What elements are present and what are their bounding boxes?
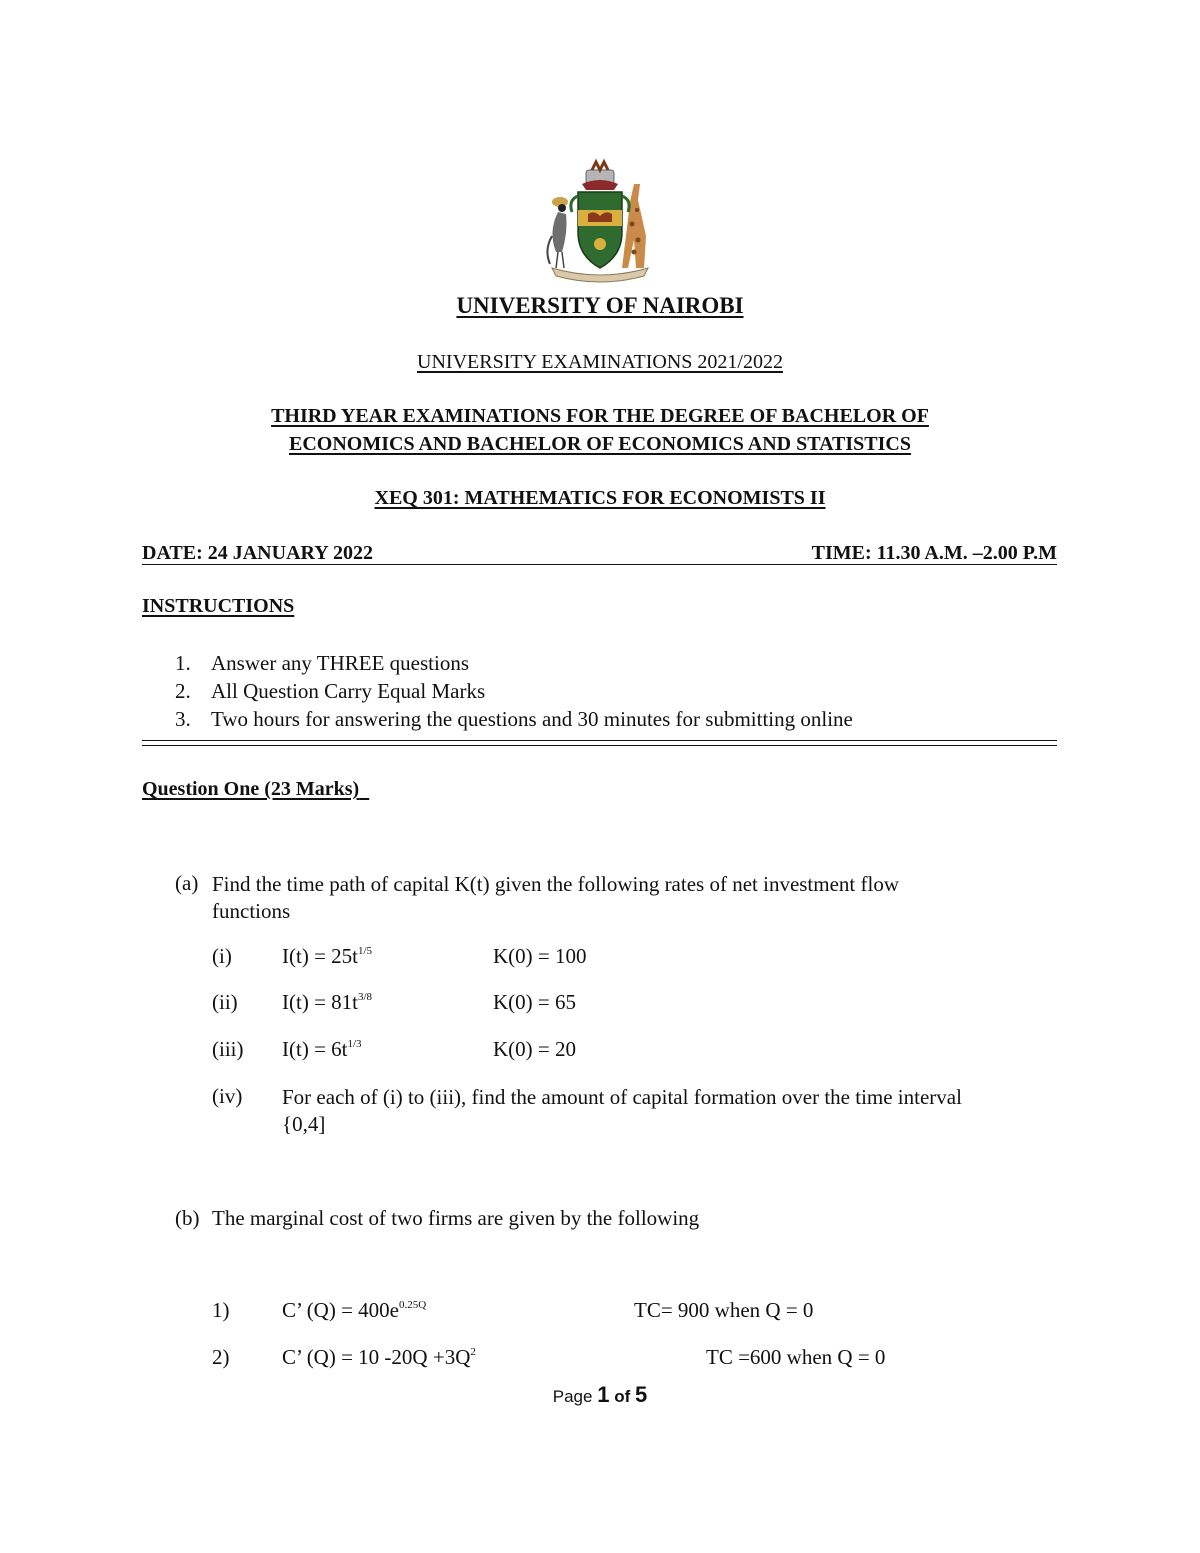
exam-date: DATE: 24 JANUARY 2022 [142, 542, 373, 564]
part-b-item-1-equation: C’ $(Q) = 400e^{0.25Q}$ [282, 1298, 427, 1322]
part-a-item-iii-equation: $I(t) = 6t^{1/3}$ [282, 1037, 362, 1061]
part-a-item-i-num: (i) [212, 944, 232, 968]
university-title: UNIVERSITY OF NAIROBI [456, 293, 744, 318]
part-a-item-iv-num: (iv) [212, 1084, 243, 1108]
divider-bottom [142, 745, 1057, 746]
date-time-row [142, 542, 1057, 565]
part-a-item-iii-condition: K(0) = 20 [493, 1037, 576, 1061]
question-one-title: Question One (23 Marks) [142, 778, 360, 800]
course-title: XEQ 301: MATHEMATICS FOR ECONOMISTS II [374, 487, 826, 509]
part-b-item-2-equation: C’ (Q) = 10 $-20Q +3Q^2$ [282, 1345, 476, 1369]
date-time-underline [142, 564, 1057, 565]
part-a-item-iii-num: (iii) [212, 1037, 244, 1061]
part-a-text: Find the time path of capital K(t) given the following rates of net investment flow functions [212, 872, 900, 923]
part-a-item-i-equation: $I(t) = 25t^{1/5}$ [282, 944, 373, 968]
part-a-item-ii-equation: $I(t) = 81t^{3/8}$ [282, 990, 373, 1014]
part-b-item-1-num: 1) [212, 1298, 230, 1322]
page-word: Page [552, 1387, 593, 1406]
university-crest-logo [538, 140, 662, 288]
list-item: 2. All Question Carry Equal Marks [175, 679, 486, 703]
part-b-text: The marginal cost of two firms are given by the following [212, 1206, 700, 1230]
list-item: 3. Two hours for answering the questions and 30 minutes for submitting online [175, 707, 853, 731]
instructions-list [175, 649, 853, 733]
degree-line-1: THIRD YEAR EXAMINATIONS FOR THE DEGREE OF BACHELOR OF [271, 405, 929, 427]
page-number: 1 [597, 1382, 610, 1407]
exam-session: UNIVERSITY EXAMINATIONS 2021/2022 [417, 351, 783, 373]
part-b-label: (b) [175, 1206, 200, 1230]
exam-time: TIME: 11.30 A.M. –2.00 P.M [811, 542, 1057, 564]
part-a-item-iv-text: For each of (i) to (iii), find the amount of capital formation over the time interval {0,4] [282, 1085, 962, 1136]
part-a-label: (a) [175, 871, 199, 895]
part-b-item-2-condition: TC =600 when Q = 0 [706, 1345, 886, 1369]
part-a-item-ii-num: (ii) [212, 990, 238, 1014]
part-b-item-2-num: 2) [212, 1345, 230, 1369]
part-b-item-1-condition: TC= 900 when Q = 0 [634, 1298, 814, 1322]
page-total: 5 [634, 1382, 648, 1407]
instructions-title: INSTRUCTIONS [142, 595, 295, 617]
part-a-item-i-condition: K(0) = 100 [493, 944, 587, 968]
divider-top [142, 740, 1057, 741]
page-footer [0, 1382, 1200, 1408]
degree-line-2: ECONOMICS AND BACHELOR OF ECONOMICS AND STATISTICS [289, 433, 911, 455]
of-word: of [614, 1387, 631, 1406]
part-a-item-ii-condition: K(0) = 65 [493, 990, 576, 1014]
list-item: 1. Answer any THREE questions [175, 651, 469, 675]
